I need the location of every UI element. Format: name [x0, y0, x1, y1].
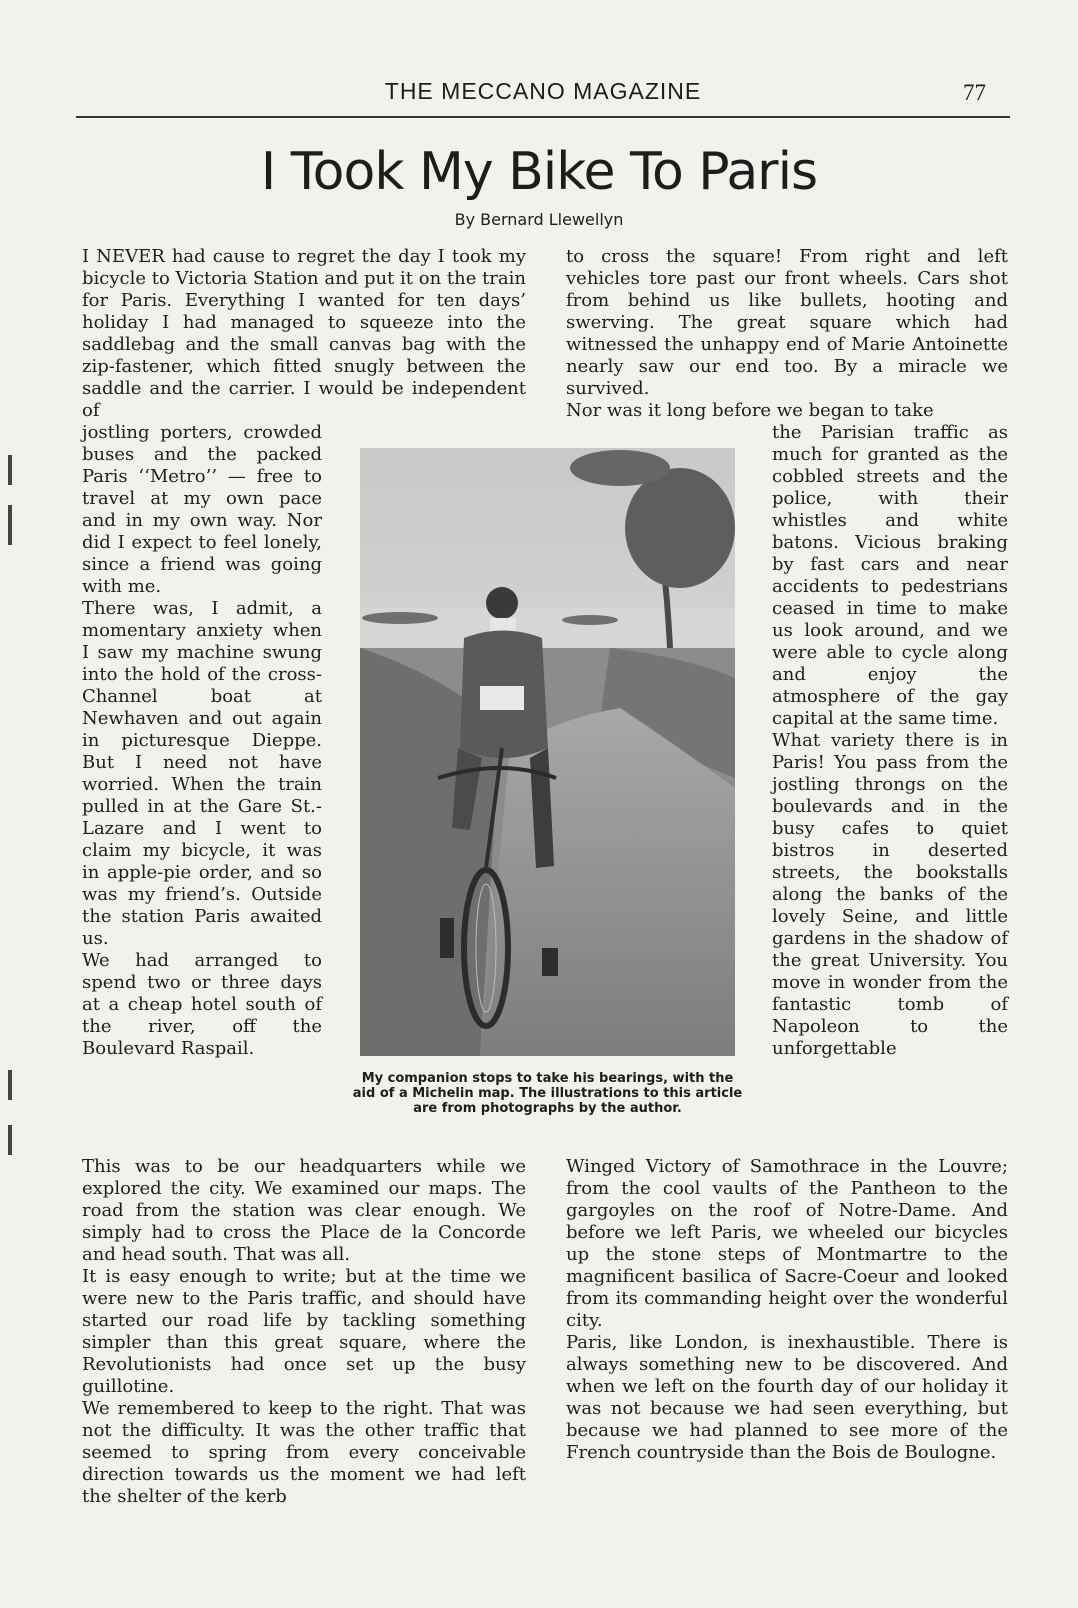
- cyclist-photograph: [360, 448, 735, 1056]
- left-column-narrow-text: jostling porters, crowded buses and the packed Paris ‘‘Metro’’ — free to travel at my own pace and in my own way. Nor did I expect to feel lonely, since a friend was going with me. There was, I admit, a momentary anxiety when I saw my machine swung into the hold of the cross-Channel boat at Newhaven and out again in picturesque Dieppe. But I need not have worried. When the train pulled in at the Gare St.-Lazare and I went to claim my bicycle, it was in apple-pie order, and so was my friend’s. Outside the station Paris awaited us. We had arranged to spend two or three days at a cheap hotel south of the river, off the Boulevard Raspail.: [82, 422, 322, 1059]
- scan-edge-mark: [8, 1070, 12, 1100]
- left-column-top-text: I NEVER had cause to regret the day I took my bicycle to Victoria Station and put it on the train for Paris. Everything I wanted for ten days’ holiday I had managed to squeeze into the saddlebag and the small canvas bag with the zip-fastener, which fitted snugly between the saddle and the carrier. I would be independent of: [82, 246, 526, 421]
- right-column-narrow-text: the Parisian traffic as much for granted as the cobbled streets and the police, with their whistles and white batons. Vicious braking by fast cars and near accidents to pedestrians ceased in time to make us look around, and we were able to cycle along and enjoy the atmosphere of the gay capital at the same time. What variety there is in Paris! You pass from the jostling throngs on the boulevards and in the busy cafes to quiet bistros in deserted streets, the bookstalls along the banks of the lovely Seine, and little gardens in the shadow of the great University. You move in wonder from the fantastic tomb of Napoleon to the unforgettable: [772, 422, 1008, 1059]
- article-byline: By Bernard Llewellyn: [454, 210, 624, 229]
- scan-edge-mark: [8, 1125, 12, 1155]
- article-title: I Took My Bike To Paris: [260, 142, 818, 202]
- left-column-bottom-text: This was to be our headquarters while we explored the city. We examined our maps. The road from the station was clear enough. We simply had to cross the Place de la Concorde and head south. That was all. It is easy enough to write; but at the time we were new to the Paris traffic, and should have started our road life by tackling something simpler than this great square, where the Revolutionists had once set up the busy guillotine. We remembered to keep to the right. That was not the difficulty. It was the other traffic that seemed to spring from every conceivable direction towards us the moment we had left the shelter of the kerb: [82, 1156, 526, 1507]
- scan-edge-mark: [8, 505, 12, 545]
- photo-caption: My companion stops to take his bearings, with the aid of a Michelin map. The illustrations to this article are from photographs by the author.: [352, 1071, 743, 1116]
- page-number: 77: [963, 80, 986, 105]
- cyclist-photo-illustration: [360, 448, 735, 1056]
- right-column-bottom-text: Winged Victory of Samothrace in the Louvre; from the cool vaults of the Pantheon to the gargoyles on the roof of Notre-Dame. And before we left Paris, we wheeled our bicycles up the stone steps of Montmartre to the magnificent basilica of Sacre-Coeur and looked from its commanding height over the wonderful city. Paris, like London, is inexhaustible. There is always something new to be discovered. And when we left on the fourth day of our holiday it was not because we had seen everything, but because we had planned to see more of the French countryside than the Bois de Boulogne.: [566, 1156, 1008, 1463]
- magazine-name: THE MECCANO MAGAZINE: [384, 78, 702, 104]
- scan-edge-mark: [8, 455, 12, 485]
- right-column-top-text: to cross the square! From right and left vehicles tore past our front wheels. Cars shot from behind us like bullets, hooting and swerving. The great square which had witnessed the unhappy end of Marie Antoinette nearly saw our end too. By a miracle we survived. Nor was it long before we began to take: [566, 246, 1008, 421]
- page-header: [76, 78, 1010, 118]
